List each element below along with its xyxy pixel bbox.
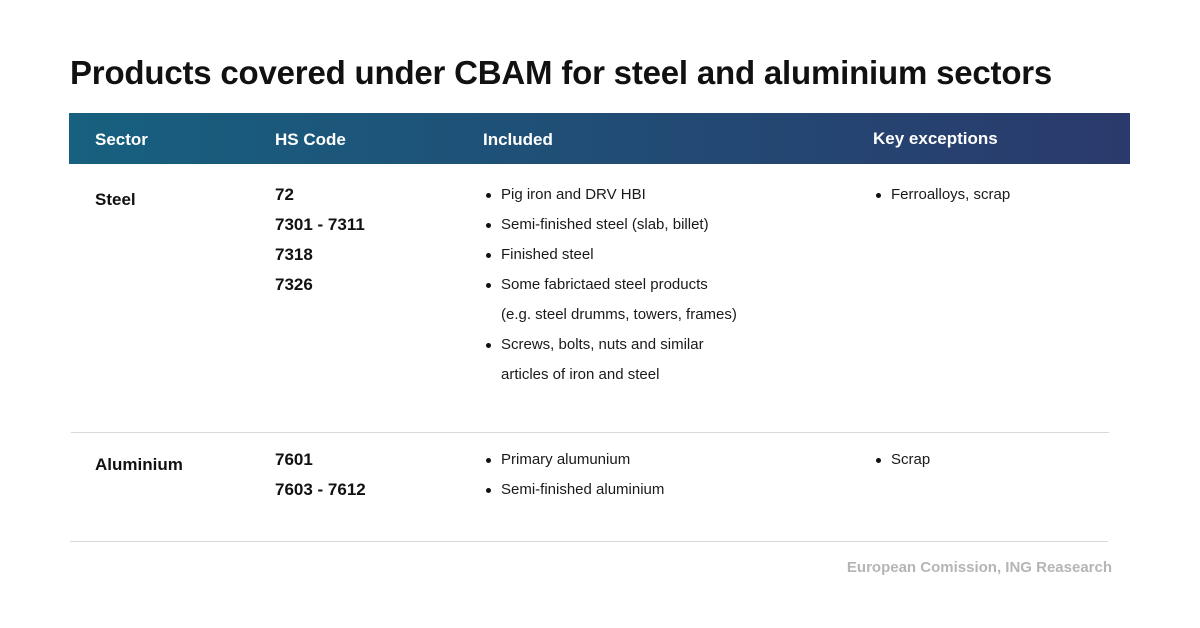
included-item-text: Finished steel: [501, 246, 594, 263]
table-row-aluminium: [69, 445, 1130, 535]
source-credit: European Comission, ING Reasearch: [846, 559, 1112, 576]
header-key-exceptions: Key exceptions: [873, 129, 998, 148]
hs-code-list: [275, 180, 365, 300]
exception-item: Ferroalloys, scrap: [873, 180, 1123, 210]
sector-name: Aluminium: [95, 455, 183, 474]
included-item: [483, 180, 843, 210]
included-item-text: Some fabrictaed steel products: [501, 276, 708, 293]
header-included: Included: [483, 130, 553, 149]
included-item: [483, 270, 843, 330]
included-item: [483, 445, 843, 475]
hs-code: 7301 - 7311: [275, 215, 365, 234]
included-item-text: Screws, bolts, nuts and similar: [501, 336, 704, 353]
sector-name: Steel: [95, 190, 136, 209]
included-item: [483, 475, 843, 505]
hs-code: 7318: [275, 245, 313, 264]
exceptions-list: [873, 180, 1123, 210]
included-item-text: Pig iron and DRV HBI: [501, 186, 646, 203]
hs-code: 7601: [275, 450, 313, 469]
table-bottom-divider: [70, 541, 1108, 542]
hs-code: 7603 - 7612: [275, 480, 366, 499]
header-hs-code: HS Code: [275, 130, 346, 149]
included-item-text: Primary alumunium: [501, 451, 631, 468]
included-item: [483, 330, 843, 390]
included-list: [483, 445, 843, 505]
exception-item: Scrap: [873, 445, 1123, 475]
header-sector: Sector: [95, 130, 148, 149]
table-row-steel: [69, 180, 1130, 430]
included-item-text: articles of iron and steel: [501, 366, 660, 383]
hs-code-list: [275, 445, 366, 505]
row-divider: [71, 432, 1109, 433]
included-item-text: Semi-finished aluminium: [501, 481, 665, 498]
included-item: [483, 240, 843, 270]
included-item: [483, 210, 843, 240]
page-title: Products covered under CBAM for steel and aluminium sectors: [70, 54, 1053, 91]
table-header: [69, 113, 1130, 164]
included-list: [483, 180, 843, 390]
hs-code: 7326: [275, 275, 313, 294]
included-item-text: Semi-finished steel (slab, billet): [501, 216, 709, 233]
included-item-text: (e.g. steel drumms, towers, frames): [501, 306, 737, 323]
hs-code: 72: [275, 185, 294, 204]
exceptions-list: [873, 445, 1123, 475]
